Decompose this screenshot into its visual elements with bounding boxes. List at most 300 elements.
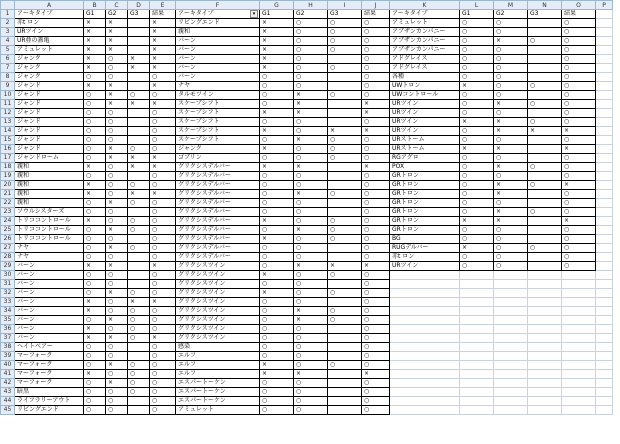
cell-N26[interactable] — [528, 235, 562, 244]
cell-M4[interactable]: × — [494, 37, 528, 46]
cell-H13[interactable]: ○ — [294, 118, 328, 127]
cell-M41[interactable] — [494, 370, 528, 379]
row-header[interactable]: 26 — [1, 235, 15, 244]
cell-D3[interactable] — [128, 28, 150, 37]
cell-D32[interactable]: ○ — [128, 289, 150, 298]
cell-E40[interactable]: ○ — [150, 361, 176, 370]
cell-P13[interactable] — [596, 118, 613, 127]
cell-I20[interactable] — [328, 181, 362, 190]
cell-J23[interactable]: ○ — [362, 208, 390, 217]
cell-F18[interactable]: グリクシスデルバー — [176, 163, 260, 172]
cell-J28[interactable]: ○ — [362, 253, 390, 262]
cell-M1[interactable]: G2 — [494, 10, 528, 19]
cell-J12[interactable]: × — [362, 109, 390, 118]
cell-O3[interactable]: ○ — [562, 28, 596, 37]
cell-F26[interactable]: グリクシスデルバー — [176, 235, 260, 244]
cell-G30[interactable]: × — [260, 271, 294, 280]
cell-C25[interactable]: × — [106, 226, 128, 235]
cell-M32[interactable] — [494, 289, 528, 298]
cell-J15[interactable]: ○ — [362, 136, 390, 145]
select-all-corner[interactable] — [1, 1, 15, 10]
cell-F14[interactable]: スケープシフト — [176, 127, 260, 136]
cell-L23[interactable]: ○ — [460, 208, 494, 217]
cell-G20[interactable]: ○ — [260, 181, 294, 190]
cell-M45[interactable] — [494, 406, 528, 415]
cell-B5[interactable]: × — [84, 46, 106, 55]
cell-G38[interactable]: ○ — [260, 343, 294, 352]
cell-M24[interactable]: × — [494, 217, 528, 226]
cell-G13[interactable]: ○ — [260, 118, 294, 127]
cell-K13[interactable]: URツイン — [390, 118, 460, 127]
cell-C7[interactable]: ○ — [106, 64, 128, 73]
column-header-G[interactable]: G — [260, 1, 294, 10]
cell-N40[interactable] — [528, 361, 562, 370]
cell-H11[interactable]: × — [294, 100, 328, 109]
cell-C14[interactable]: ○ — [106, 127, 128, 136]
cell-I28[interactable] — [328, 253, 362, 262]
cell-E30[interactable]: ○ — [150, 271, 176, 280]
cell-I35[interactable]: ○ — [328, 316, 362, 325]
cell-D4[interactable] — [128, 37, 150, 46]
cell-G3[interactable]: × — [260, 28, 294, 37]
cell-N6[interactable] — [528, 55, 562, 64]
cell-K28[interactable]: 赤t ロン — [390, 253, 460, 262]
cell-P35[interactable] — [596, 316, 613, 325]
cell-I41[interactable] — [328, 370, 362, 379]
cell-C39[interactable]: ○ — [106, 352, 128, 361]
cell-A35[interactable]: バーン — [15, 316, 84, 325]
cell-P10[interactable] — [596, 91, 613, 100]
cell-J17[interactable]: ○ — [362, 154, 390, 163]
cell-J44[interactable]: ○ — [362, 397, 390, 406]
cell-D38[interactable] — [128, 343, 150, 352]
cell-L24[interactable]: × — [460, 217, 494, 226]
cell-L21[interactable]: ○ — [460, 190, 494, 199]
cell-K42[interactable] — [390, 379, 460, 388]
cell-A9[interactable]: ジャンド — [15, 82, 84, 91]
cell-F42[interactable]: エスパートーケン — [176, 379, 260, 388]
cell-A24[interactable]: トリココントロール — [15, 217, 84, 226]
cell-A41[interactable]: マーフォーク — [15, 370, 84, 379]
cell-I32[interactable]: ○ — [328, 289, 362, 298]
cell-C42[interactable]: × — [106, 379, 128, 388]
cell-B11[interactable]: ○ — [84, 100, 106, 109]
cell-F2[interactable]: リビングエンド — [176, 19, 260, 28]
cell-K11[interactable]: URツイン — [390, 100, 460, 109]
cell-G34[interactable]: ○ — [260, 307, 294, 316]
cell-B6[interactable]: × — [84, 55, 106, 64]
cell-P38[interactable] — [596, 343, 613, 352]
cell-E10[interactable]: ○ — [150, 91, 176, 100]
cell-G1[interactable]: G1 — [260, 10, 294, 19]
cell-M27[interactable]: ○ — [494, 244, 528, 253]
cell-N3[interactable] — [528, 28, 562, 37]
cell-B29[interactable]: × — [84, 262, 106, 271]
row-header[interactable]: 25 — [1, 226, 15, 235]
cell-K34[interactable] — [390, 307, 460, 316]
cell-G7[interactable]: × — [260, 64, 294, 73]
cell-I22[interactable] — [328, 199, 362, 208]
cell-H7[interactable]: ○ — [294, 64, 328, 73]
cell-G19[interactable]: ○ — [260, 172, 294, 181]
row-header[interactable]: 19 — [1, 172, 15, 181]
cell-K38[interactable] — [390, 343, 460, 352]
cell-E32[interactable]: ○ — [150, 289, 176, 298]
cell-E24[interactable]: ○ — [150, 217, 176, 226]
cell-F27[interactable]: グリクシスデルバー — [176, 244, 260, 253]
cell-O18[interactable]: ○ — [562, 163, 596, 172]
cell-J21[interactable]: ○ — [362, 190, 390, 199]
row-header[interactable]: 42 — [1, 379, 15, 388]
cell-D21[interactable]: × — [128, 190, 150, 199]
cell-C38[interactable]: ○ — [106, 343, 128, 352]
cell-B27[interactable]: ○ — [84, 244, 106, 253]
cell-F43[interactable]: エスパートーケン — [176, 388, 260, 397]
cell-H30[interactable]: ○ — [294, 271, 328, 280]
cell-H25[interactable]: × — [294, 226, 328, 235]
cell-P27[interactable] — [596, 244, 613, 253]
cell-O10[interactable]: ○ — [562, 91, 596, 100]
cell-E36[interactable]: ○ — [150, 325, 176, 334]
cell-D43[interactable]: ○ — [128, 388, 150, 397]
cell-J7[interactable]: ○ — [362, 64, 390, 73]
cell-I38[interactable] — [328, 343, 362, 352]
cell-N10[interactable] — [528, 91, 562, 100]
cell-K18[interactable]: POX — [390, 163, 460, 172]
cell-J31[interactable]: ○ — [362, 280, 390, 289]
cell-J11[interactable]: × — [362, 100, 390, 109]
cell-I45[interactable] — [328, 406, 362, 415]
cell-E16[interactable]: ○ — [150, 145, 176, 154]
cell-J26[interactable]: ○ — [362, 235, 390, 244]
cell-P7[interactable] — [596, 64, 613, 73]
cell-L13[interactable]: × — [460, 118, 494, 127]
cell-O19[interactable]: ○ — [562, 172, 596, 181]
cell-D18[interactable]: × — [128, 163, 150, 172]
cell-A10[interactable]: ジャンド — [15, 91, 84, 100]
cell-F28[interactable]: グリクシスデルバー — [176, 253, 260, 262]
cell-P17[interactable] — [596, 154, 613, 163]
cell-B25[interactable]: ○ — [84, 226, 106, 235]
row-header[interactable]: 14 — [1, 127, 15, 136]
cell-H5[interactable]: ○ — [294, 46, 328, 55]
cell-P20[interactable] — [596, 181, 613, 190]
cell-B21[interactable]: × — [84, 190, 106, 199]
row-header[interactable]: 11 — [1, 100, 15, 109]
cell-F37[interactable]: グリクシスツイン — [176, 334, 260, 343]
cell-I26[interactable]: ○ — [328, 235, 362, 244]
cell-C35[interactable]: × — [106, 316, 128, 325]
cell-F39[interactable]: エルフ — [176, 352, 260, 361]
cell-G6[interactable]: × — [260, 55, 294, 64]
cell-A16[interactable]: ジャンド — [15, 145, 84, 154]
cell-C21[interactable]: ○ — [106, 190, 128, 199]
cell-G27[interactable]: ○ — [260, 244, 294, 253]
cell-C37[interactable]: × — [106, 334, 128, 343]
cell-D27[interactable]: ○ — [128, 244, 150, 253]
cell-P26[interactable] — [596, 235, 613, 244]
cell-J35[interactable]: ○ — [362, 316, 390, 325]
cell-M22[interactable]: ○ — [494, 199, 528, 208]
cell-I40[interactable]: ○ — [328, 361, 362, 370]
cell-C33[interactable]: ○ — [106, 298, 128, 307]
cell-I43[interactable] — [328, 388, 362, 397]
cell-M3[interactable]: ○ — [494, 28, 528, 37]
cell-K27[interactable]: RUGデルバー — [390, 244, 460, 253]
cell-I15[interactable]: ○ — [328, 136, 362, 145]
cell-F38[interactable]: 感染 — [176, 343, 260, 352]
cell-M13[interactable]: × — [494, 118, 528, 127]
cell-B4[interactable]: × — [84, 37, 106, 46]
cell-D15[interactable] — [128, 136, 150, 145]
cell-O11[interactable]: ○ — [562, 100, 596, 109]
cell-P24[interactable] — [596, 217, 613, 226]
cell-O41[interactable] — [562, 370, 596, 379]
cell-G44[interactable]: ○ — [260, 397, 294, 406]
cell-B37[interactable]: × — [84, 334, 106, 343]
cell-L35[interactable] — [460, 316, 494, 325]
cell-I25[interactable]: ○ — [328, 226, 362, 235]
cell-D30[interactable] — [128, 271, 150, 280]
cell-F29[interactable]: グリクシスツイン — [176, 262, 260, 271]
cell-O42[interactable] — [562, 379, 596, 388]
cell-G45[interactable]: ○ — [260, 406, 294, 415]
cell-P36[interactable] — [596, 325, 613, 334]
cell-D1[interactable]: G3 — [128, 10, 150, 19]
cell-B1[interactable]: G1 — [84, 10, 106, 19]
cell-N27[interactable]: ○ — [528, 244, 562, 253]
cell-C17[interactable]: × — [106, 154, 128, 163]
cell-A21[interactable]: 親和 — [15, 190, 84, 199]
cell-I33[interactable] — [328, 298, 362, 307]
cell-K22[interactable]: GRトロン — [390, 199, 460, 208]
filter-dropdown-icon[interactable]: ▾ — [250, 10, 258, 18]
cell-H19[interactable]: ○ — [294, 172, 328, 181]
cell-P40[interactable] — [596, 361, 613, 370]
row-header[interactable]: 9 — [1, 82, 15, 91]
column-header-M[interactable]: M — [494, 1, 528, 10]
cell-D11[interactable]: × — [128, 100, 150, 109]
cell-N13[interactable]: ○ — [528, 118, 562, 127]
cell-M12[interactable]: ○ — [494, 109, 528, 118]
cell-O22[interactable]: ○ — [562, 199, 596, 208]
cell-E3[interactable]: × — [150, 28, 176, 37]
cell-H29[interactable]: × — [294, 262, 328, 271]
cell-J34[interactable]: ○ — [362, 307, 390, 316]
cell-C16[interactable]: × — [106, 145, 128, 154]
column-header-K[interactable]: K — [390, 1, 460, 10]
cell-O16[interactable]: × — [562, 145, 596, 154]
cell-K16[interactable]: URストーム — [390, 145, 460, 154]
cell-H3[interactable]: ○ — [294, 28, 328, 37]
cell-G32[interactable]: × — [260, 289, 294, 298]
cell-M8[interactable]: ○ — [494, 73, 528, 82]
cell-C29[interactable]: × — [106, 262, 128, 271]
row-header[interactable]: 23 — [1, 208, 15, 217]
cell-H45[interactable]: ○ — [294, 406, 328, 415]
cell-F41[interactable]: エルフ — [176, 370, 260, 379]
cell-M5[interactable]: ○ — [494, 46, 528, 55]
cell-L3[interactable]: ○ — [460, 28, 494, 37]
cell-D33[interactable]: × — [128, 298, 150, 307]
cell-N36[interactable] — [528, 325, 562, 334]
cell-E13[interactable]: ○ — [150, 118, 176, 127]
cell-M7[interactable]: ○ — [494, 64, 528, 73]
cell-F45[interactable]: アミュレット — [176, 406, 260, 415]
cell-M20[interactable]: × — [494, 181, 528, 190]
cell-J6[interactable]: ○ — [362, 55, 390, 64]
cell-F11[interactable]: スケープシフト — [176, 100, 260, 109]
cell-O8[interactable]: ○ — [562, 73, 596, 82]
cell-L6[interactable]: ○ — [460, 55, 494, 64]
cell-O27[interactable]: ○ — [562, 244, 596, 253]
cell-P15[interactable] — [596, 136, 613, 145]
cell-D9[interactable] — [128, 82, 150, 91]
cell-A38[interactable]: ヘイトベアー — [15, 343, 84, 352]
cell-H18[interactable]: × — [294, 163, 328, 172]
cell-N1[interactable]: G3 — [528, 10, 562, 19]
cell-O32[interactable] — [562, 289, 596, 298]
cell-G26[interactable]: × — [260, 235, 294, 244]
cell-M25[interactable]: ○ — [494, 226, 528, 235]
cell-J5[interactable]: ○ — [362, 46, 390, 55]
cell-L39[interactable] — [460, 352, 494, 361]
cell-A42[interactable]: マーフォーク — [15, 379, 84, 388]
cell-L27[interactable]: × — [460, 244, 494, 253]
column-header-F[interactable]: F — [176, 1, 260, 10]
cell-L31[interactable] — [460, 280, 494, 289]
cell-L8[interactable]: ○ — [460, 73, 494, 82]
cell-P18[interactable] — [596, 163, 613, 172]
cell-N35[interactable] — [528, 316, 562, 325]
cell-C28[interactable]: ○ — [106, 253, 128, 262]
cell-I2[interactable]: ○ — [328, 19, 362, 28]
cell-P25[interactable] — [596, 226, 613, 235]
row-header[interactable]: 28 — [1, 253, 15, 262]
cell-E17[interactable]: × — [150, 154, 176, 163]
cell-A13[interactable]: ジャンド — [15, 118, 84, 127]
row-header[interactable]: 31 — [1, 280, 15, 289]
cell-B15[interactable]: ○ — [84, 136, 106, 145]
cell-F22[interactable]: グリクシスデルバー — [176, 199, 260, 208]
cell-L26[interactable]: ○ — [460, 235, 494, 244]
cell-H20[interactable]: ○ — [294, 181, 328, 190]
cell-G9[interactable]: ○ — [260, 82, 294, 91]
row-header[interactable]: 15 — [1, 136, 15, 145]
cell-N17[interactable] — [528, 154, 562, 163]
cell-L30[interactable] — [460, 271, 494, 280]
cell-N5[interactable] — [528, 46, 562, 55]
cell-J45[interactable]: ○ — [362, 406, 390, 415]
cell-E5[interactable]: × — [150, 46, 176, 55]
row-header[interactable]: 13 — [1, 118, 15, 127]
cell-C2[interactable]: × — [106, 19, 128, 28]
cell-K12[interactable]: URツイン — [390, 109, 460, 118]
cell-D23[interactable] — [128, 208, 150, 217]
cell-A17[interactable]: ジャンドローム — [15, 154, 84, 163]
cell-D2[interactable] — [128, 19, 150, 28]
cell-N30[interactable] — [528, 271, 562, 280]
column-header-L[interactable]: L — [460, 1, 494, 10]
cell-F16[interactable]: ジャンク — [176, 145, 260, 154]
row-header[interactable]: 18 — [1, 163, 15, 172]
cell-L45[interactable] — [460, 406, 494, 415]
cell-K41[interactable] — [390, 370, 460, 379]
cell-C3[interactable]: × — [106, 28, 128, 37]
cell-B40[interactable]: ○ — [84, 361, 106, 370]
column-header-A[interactable]: A — [15, 1, 84, 10]
cell-M18[interactable]: × — [494, 163, 528, 172]
row-header[interactable]: 34 — [1, 307, 15, 316]
cell-J38[interactable]: ○ — [362, 343, 390, 352]
cell-C18[interactable]: ○ — [106, 163, 128, 172]
cell-I12[interactable] — [328, 109, 362, 118]
cell-G24[interactable]: × — [260, 217, 294, 226]
cell-J30[interactable]: ○ — [362, 271, 390, 280]
cell-O28[interactable]: ○ — [562, 253, 596, 262]
row-header[interactable]: 22 — [1, 199, 15, 208]
cell-I23[interactable] — [328, 208, 362, 217]
cell-N34[interactable] — [528, 307, 562, 316]
row-header[interactable]: 29 — [1, 262, 15, 271]
cell-L29[interactable]: ○ — [460, 262, 494, 271]
cell-E19[interactable]: ○ — [150, 172, 176, 181]
cell-B16[interactable]: ○ — [84, 145, 106, 154]
row-header[interactable]: 44 — [1, 397, 15, 406]
cell-P12[interactable] — [596, 109, 613, 118]
cell-O2[interactable]: ○ — [562, 19, 596, 28]
cell-H32[interactable]: ○ — [294, 289, 328, 298]
cell-G22[interactable]: ○ — [260, 199, 294, 208]
cell-I42[interactable] — [328, 379, 362, 388]
cell-B24[interactable]: × — [84, 217, 106, 226]
cell-E38[interactable]: ○ — [150, 343, 176, 352]
cell-N23[interactable]: ○ — [528, 208, 562, 217]
cell-N22[interactable] — [528, 199, 562, 208]
cell-I24[interactable]: ○ — [328, 217, 362, 226]
cell-N39[interactable] — [528, 352, 562, 361]
cell-F21[interactable]: グリクシスデルバー — [176, 190, 260, 199]
cell-J27[interactable]: ○ — [362, 244, 390, 253]
row-header[interactable]: 2 — [1, 19, 15, 28]
cell-K14[interactable]: URツイン — [390, 127, 460, 136]
cell-D8[interactable] — [128, 73, 150, 82]
cell-B36[interactable]: × — [84, 325, 106, 334]
cell-L5[interactable]: ○ — [460, 46, 494, 55]
cell-O25[interactable]: ○ — [562, 226, 596, 235]
cell-D16[interactable]: ○ — [128, 145, 150, 154]
cell-F35[interactable]: グリクシスツイン — [176, 316, 260, 325]
cell-H17[interactable]: ○ — [294, 154, 328, 163]
cell-M10[interactable]: ○ — [494, 91, 528, 100]
cell-E41[interactable]: ○ — [150, 370, 176, 379]
cell-M36[interactable] — [494, 325, 528, 334]
cell-D6[interactable]: × — [128, 55, 150, 64]
cell-E7[interactable]: × — [150, 64, 176, 73]
cell-A22[interactable]: 親和 — [15, 199, 84, 208]
cell-J43[interactable]: ○ — [362, 388, 390, 397]
cell-P8[interactable] — [596, 73, 613, 82]
cell-A30[interactable]: バーン — [15, 271, 84, 280]
cell-N38[interactable] — [528, 343, 562, 352]
cell-F8[interactable]: バーン — [176, 73, 260, 82]
cell-F15[interactable]: スケープシフト — [176, 136, 260, 145]
cell-M39[interactable] — [494, 352, 528, 361]
cell-C1[interactable]: G2 — [106, 10, 128, 19]
cell-P44[interactable] — [596, 397, 613, 406]
cell-B34[interactable]: × — [84, 307, 106, 316]
cell-J2[interactable]: ○ — [362, 19, 390, 28]
